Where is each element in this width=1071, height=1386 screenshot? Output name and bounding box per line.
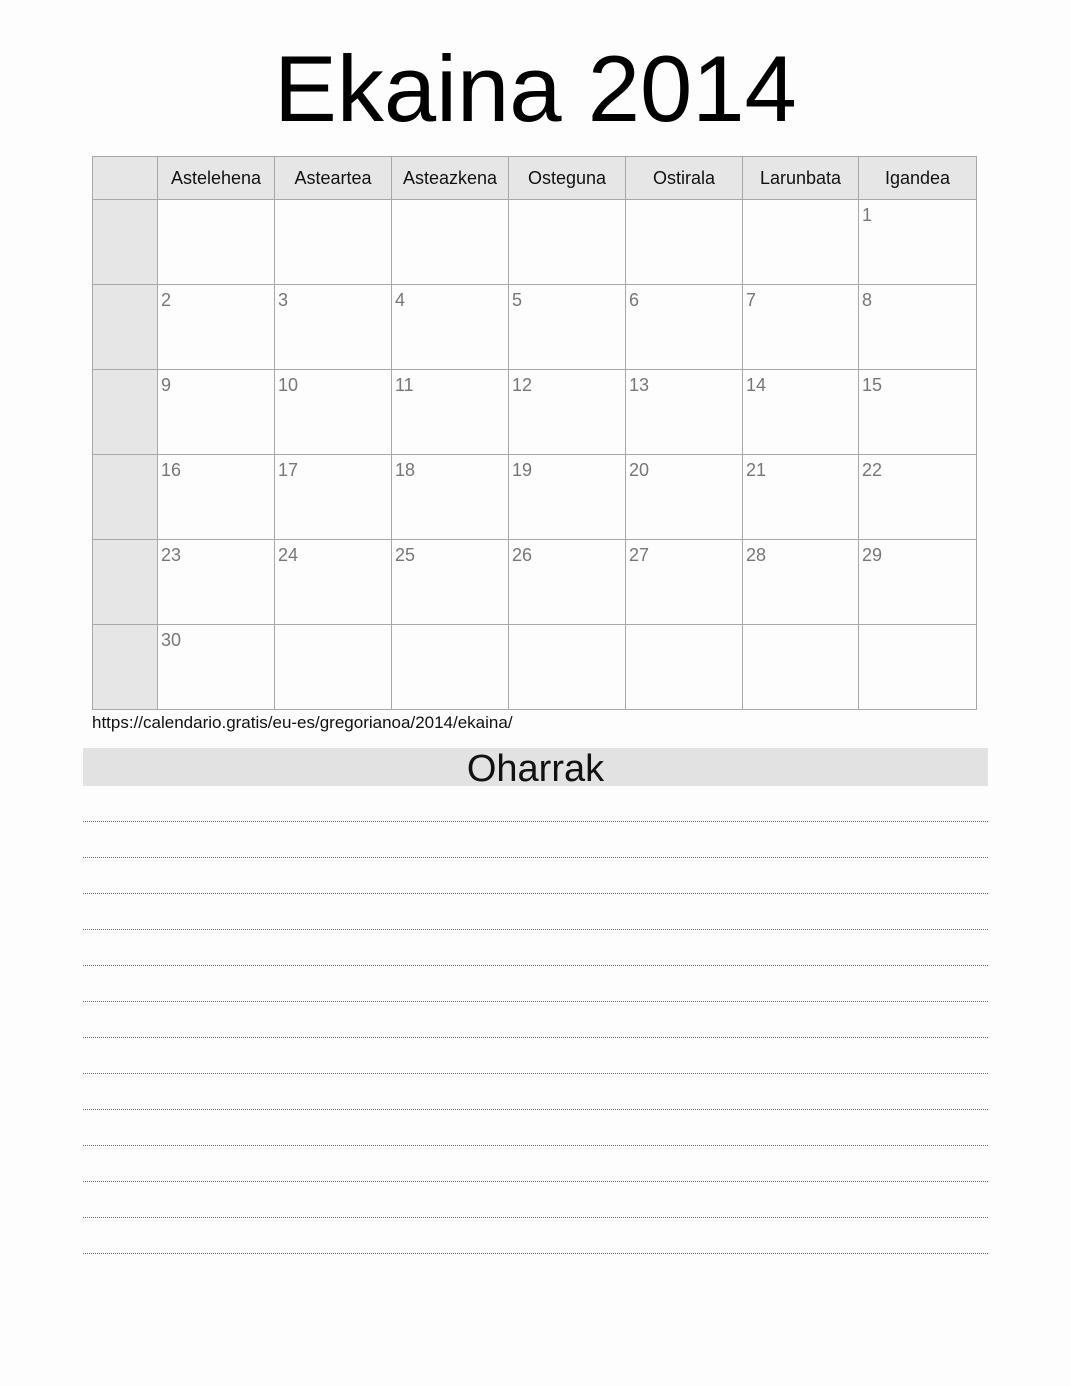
note-line	[83, 930, 988, 966]
day-cell	[509, 625, 626, 710]
week-number-cell	[93, 540, 158, 625]
day-number	[158, 200, 274, 205]
day-cell	[275, 540, 392, 625]
note-line	[83, 1218, 988, 1254]
day-cell	[392, 625, 509, 710]
day-cell	[743, 370, 859, 455]
day-number: 16	[161, 460, 182, 480]
day-number	[743, 200, 858, 205]
week-number-cell	[93, 370, 158, 455]
day-number: 1	[862, 205, 873, 225]
day-cell	[859, 200, 977, 285]
day-number	[392, 200, 508, 205]
day-number: 27	[629, 545, 650, 565]
day-number: 12	[512, 375, 533, 395]
day-number: 4	[395, 290, 406, 310]
day-number: 15	[862, 375, 883, 395]
day-number	[626, 625, 742, 630]
day-number: 26	[512, 545, 533, 565]
day-number: 6	[629, 290, 640, 310]
week-row	[93, 455, 977, 540]
week-row	[93, 285, 977, 370]
note-line	[83, 822, 988, 858]
day-cell	[275, 625, 392, 710]
day-cell	[275, 285, 392, 370]
day-cell	[859, 455, 977, 540]
day-number: 21	[746, 460, 767, 480]
day-number: 13	[629, 375, 650, 395]
page-title: Ekaina 2014	[274, 36, 797, 141]
day-cell	[626, 455, 743, 540]
day-cell	[158, 370, 275, 455]
day-number	[509, 200, 625, 205]
day-cell	[158, 200, 275, 285]
day-cell	[509, 370, 626, 455]
day-number: 22	[862, 460, 883, 480]
day-cell	[859, 285, 977, 370]
day-cell	[509, 455, 626, 540]
note-line	[83, 1038, 988, 1074]
note-line	[83, 1146, 988, 1182]
weekday-header: Ostirala	[626, 157, 743, 200]
day-cell	[743, 285, 859, 370]
day-cell	[859, 370, 977, 455]
weekday-header-row	[93, 157, 977, 200]
day-cell	[392, 540, 509, 625]
day-number	[509, 625, 625, 630]
note-line	[83, 1074, 988, 1110]
day-cell	[509, 200, 626, 285]
day-number	[275, 200, 391, 205]
day-number: 28	[746, 545, 767, 565]
note-line	[83, 1182, 988, 1218]
day-number: 3	[278, 290, 289, 310]
day-number	[859, 625, 976, 630]
day-number: 9	[161, 375, 172, 395]
day-number: 5	[512, 290, 523, 310]
weekday-header: Igandea	[859, 157, 977, 200]
day-cell	[626, 370, 743, 455]
day-number: 25	[395, 545, 416, 565]
day-cell	[743, 625, 859, 710]
note-line	[83, 1002, 988, 1038]
week-number-cell	[93, 455, 158, 540]
day-number: 19	[512, 460, 533, 480]
day-cell	[275, 455, 392, 540]
day-cell	[275, 370, 392, 455]
week-row	[93, 625, 977, 710]
day-cell	[859, 625, 977, 710]
day-number: 29	[862, 545, 883, 565]
day-cell	[392, 370, 509, 455]
day-cell	[275, 200, 392, 285]
week-number-cell	[93, 625, 158, 710]
week-number-cell	[93, 200, 158, 285]
day-cell	[626, 625, 743, 710]
day-number: 20	[629, 460, 650, 480]
day-cell	[509, 540, 626, 625]
day-number: 23	[161, 545, 182, 565]
week-row	[93, 370, 977, 455]
note-line	[83, 1110, 988, 1146]
day-cell	[743, 540, 859, 625]
notes-title: Oharrak	[83, 748, 988, 786]
day-number: 24	[278, 545, 299, 565]
note-line	[83, 894, 988, 930]
day-number: 17	[278, 460, 299, 480]
day-number	[392, 625, 508, 630]
weekday-header: Asteartea	[275, 157, 392, 200]
day-number: 10	[278, 375, 299, 395]
weekday-header: Osteguna	[509, 157, 626, 200]
day-cell	[509, 285, 626, 370]
day-number	[275, 625, 391, 630]
day-cell	[626, 540, 743, 625]
note-line	[83, 858, 988, 894]
day-cell	[859, 540, 977, 625]
day-cell	[743, 200, 859, 285]
week-row	[93, 540, 977, 625]
day-number	[626, 200, 742, 205]
note-line	[83, 786, 988, 822]
day-number: 11	[395, 375, 414, 395]
day-cell	[743, 455, 859, 540]
day-number: 2	[161, 290, 172, 310]
day-cell	[626, 200, 743, 285]
weekday-header: Astelehena	[158, 157, 275, 200]
week-number-header	[93, 157, 158, 200]
day-cell	[158, 540, 275, 625]
day-cell	[392, 455, 509, 540]
calendar-grid	[92, 156, 977, 710]
notes-lines	[83, 786, 988, 1254]
source-url: https://calendario.gratis/eu-es/gregorianoa/2014/ekaina/	[92, 713, 513, 732]
day-cell	[158, 285, 275, 370]
day-number: 8	[862, 290, 873, 310]
weekday-header: Asteazkena	[392, 157, 509, 200]
week-number-cell	[93, 285, 158, 370]
day-number: 14	[746, 375, 767, 395]
note-line	[83, 966, 988, 1002]
day-cell	[158, 455, 275, 540]
day-cell	[392, 285, 509, 370]
day-number	[743, 625, 858, 630]
day-number: 7	[746, 290, 757, 310]
day-number: 30	[161, 630, 182, 650]
day-number: 18	[395, 460, 416, 480]
weekday-header: Larunbata	[743, 157, 859, 200]
day-cell	[626, 285, 743, 370]
week-row	[93, 200, 977, 285]
day-cell	[392, 200, 509, 285]
day-cell	[158, 625, 275, 710]
